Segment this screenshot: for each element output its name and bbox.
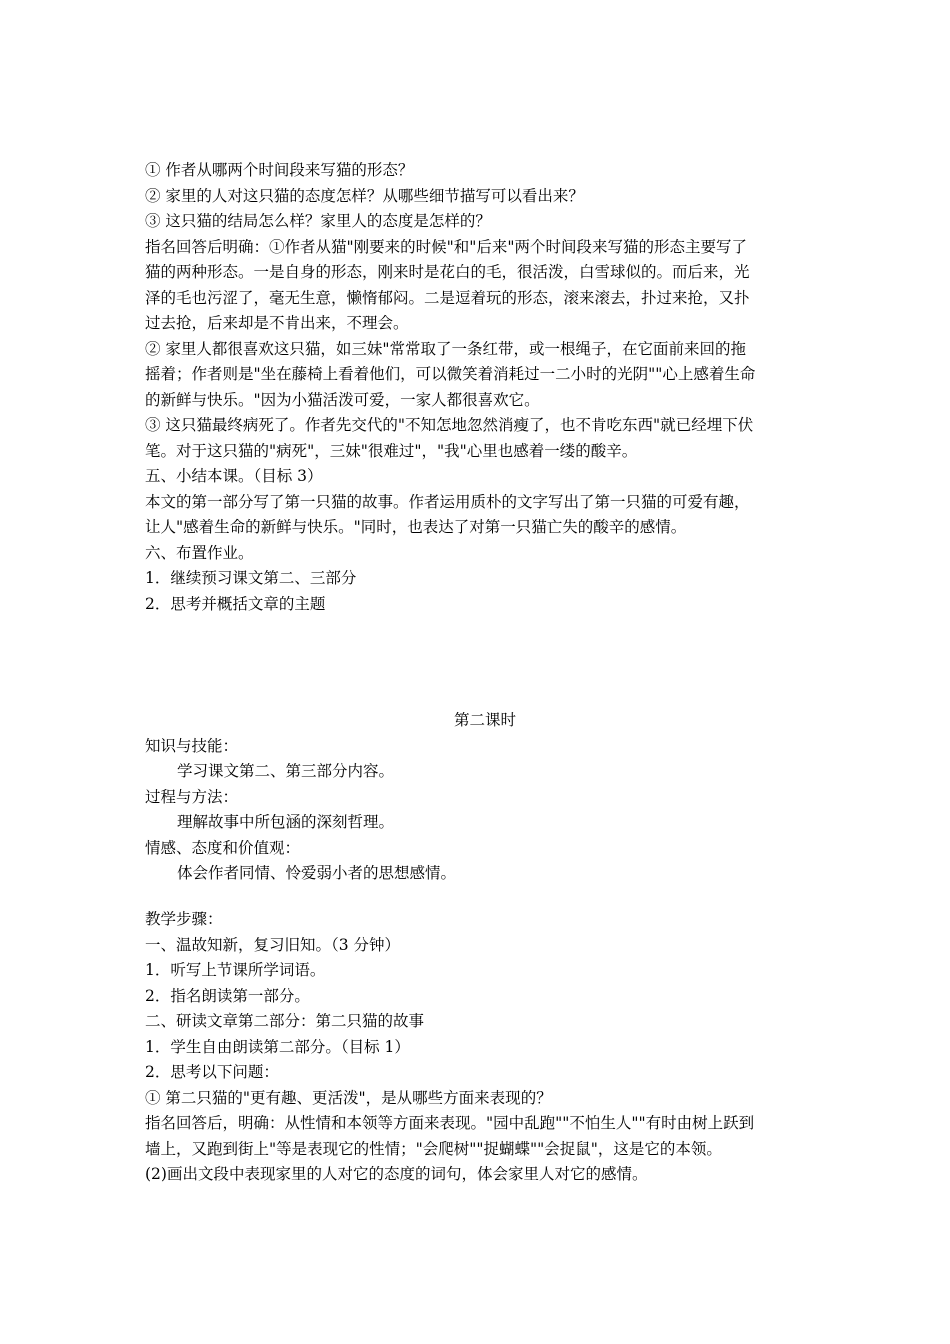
homework-heading: 六、布置作业。 <box>145 543 254 562</box>
question-3: ③ 这只猫的结局怎么样？家里人的态度是怎样的？ <box>145 212 491 230</box>
answer-2-line: 摇着；作者则是"坐在藤椅上看着他们，可以微笑着消耗过一二小时的光阴""心上感着生命 <box>145 365 756 383</box>
knowledge-text: 学习课文第二、第三部分内容。 <box>177 762 395 780</box>
emotion-text: 体会作者同情、怜爱弱小者的思想感情。 <box>177 864 457 882</box>
lesson-two-title: 第二课时 <box>453 711 516 729</box>
knowledge-label: 知识与技能： <box>145 736 239 755</box>
answer-3-line: 笔。对于这只猫的"病死"，三妹"很难过"，"我"心里也感着一缕的酸辛。 <box>145 441 638 460</box>
step-2-item: 2．思考以下问题： <box>145 1063 279 1081</box>
answer-paragraph-line: 泽的毛也污涩了，毫无生意，懒惰郁闷。二是逗着玩的形态，滚来滚去，扑过来抢，又扑 <box>145 288 750 307</box>
homework-item-2: 2．思考并概括文章的主题 <box>145 594 326 613</box>
summary-line: 让人"感着生命的新鲜与快乐。"同时，也表达了对第一只猫亡失的酸辛的感情。 <box>145 518 687 536</box>
question-2: ② 家里的人对这只猫的态度怎样？从哪些细节描写可以看出来？ <box>145 186 584 205</box>
question-1: ① 作者从哪两个时间段来写猫的形态？ <box>145 161 414 179</box>
homework-item-1: 1．继续预习课文第二、三部分 <box>145 569 357 587</box>
answer-2-line: ② 家里人都很喜欢这只猫，如三妹"常常取了一条红带，或一根绳子，在它面前来回的拖 <box>145 339 747 358</box>
process-text: 理解故事中所包涵的深刻哲理。 <box>177 813 395 831</box>
process-label: 过程与方法： <box>145 787 239 806</box>
step-2-question: ① 第二只猫的"更有趣、更活泼"，是从哪些方面来表现的？ <box>145 1088 552 1107</box>
step-2-answer-line: 墙上，又跑到街上"等是表现它的性情；"会爬树""捉蝴蝶""会捉鼠"，这是它的本领。 <box>145 1139 722 1158</box>
answer-paragraph-line: 指名回答后明确：①作者从猫"刚要来的时候"和"后来"两个时间段来写猫的形态主要写了 <box>145 237 748 256</box>
step-2-answer-line: 指名回答后，明确：从性情和本领等方面来表现。"园中乱跑""不怕生人""有时由树上跃到 <box>145 1114 755 1132</box>
teaching-steps-section <box>145 907 825 1188</box>
step-2-item: 1．学生自由朗读第二部分。（目标 1） <box>145 1037 410 1056</box>
answer-3-line: ③ 这只猫最终病死了。作者先交代的"不知怎地忽然消瘦了，也不肯吃东西"就已经埋下伏 <box>145 416 754 434</box>
step-2-question: (2)画出文段中表现家里的人对它的态度的词句，体会家里人对它的感情。 <box>145 1165 648 1183</box>
step-1-item: 1．听写上节课所学词语。 <box>145 961 326 979</box>
answer-paragraph-line: 猫的两种形态。一是自身的形态，刚来时是花白的毛，很活泼，白雪球似的。而后来，光 <box>145 263 750 281</box>
emotion-label: 情感、态度和价值观： <box>145 838 301 857</box>
summary-heading: 五、小结本课。（目标 3） <box>145 467 323 485</box>
summary-line: 本文的第一部分写了第一只猫的故事。作者运用质朴的文字写出了第一只猫的可爱有趣， <box>145 492 750 511</box>
answer-2-line: 的新鲜与快乐。"因为小猫活泼可爱，一家人都很喜欢它。 <box>145 390 540 409</box>
step-1-heading: 一、温故知新，复习旧知。（3 分钟） <box>145 935 401 954</box>
answer-paragraph-line: 过去抢，后来却是不肯出来，不理会。 <box>145 314 409 332</box>
steps-heading: 教学步骤： <box>145 910 223 928</box>
step-2-heading: 二、研读文章第二部分：第二只猫的故事 <box>145 1012 425 1030</box>
lesson-one-section <box>145 158 825 617</box>
lesson-two-objectives <box>145 708 825 887</box>
step-1-item: 2．指名朗读第一部分。 <box>145 986 310 1005</box>
